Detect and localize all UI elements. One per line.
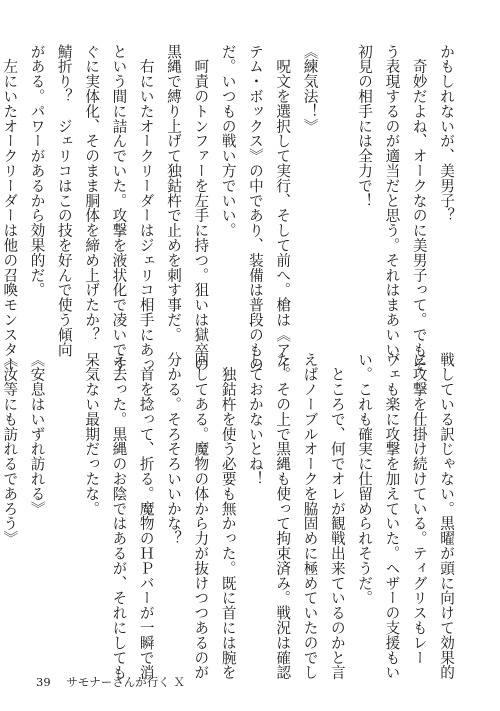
lower-text-line: 《汝等にも訪れるであろう》 (1, 352, 19, 546)
upper-text-line: がある。パワーがあるから効果的だ。 (28, 44, 46, 298)
lower-text-line: た。その上で黒縄も使って拘束済み。戦況は確認 (274, 352, 292, 680)
page-number: 39 (36, 675, 51, 689)
lower-text-line: 戦している訳じゃない。黒曜が頭に向けて効果的 (438, 352, 455, 680)
upper-text-line: ぐに実体化、そのまま胴体を締め上げたか？ (83, 44, 101, 342)
lower-text-line: 首を捻って、折る。魔物のＨＰバーが一瞬で消 (137, 352, 155, 680)
upper-text-line: う表現するのが適当だと思う。それはまあいい、 (383, 44, 401, 372)
upper-text-line: 左にいたオークリーダーは他の召喚モンスター (1, 44, 19, 372)
lower-text-line: 回してある。魔物の体から力が抜けつつあるのが (192, 352, 210, 680)
lower-text-line: 呆気ない最期だったな。 (83, 352, 101, 516)
upper-text-line: 黒縄で縛り上げて独鈷杵で止めを刺す事だ。 (165, 44, 183, 342)
upper-text-line (324, 44, 351, 334)
lower-text-line: に攻撃を仕掛け続けている。ティグリスもレー (410, 352, 428, 665)
upper-text-line: テム・ボックス》の中であり、装備は普段のもの (246, 44, 264, 372)
lower-text-block (1, 352, 460, 680)
upper-text-line: 初見の相手には全力で！ (356, 44, 374, 208)
lower-text-line: 《安息はいずれ訪れる》 (28, 352, 46, 516)
lower-text-line: 分かる。そろそろいいかな？ (165, 352, 183, 546)
upper-text-line: 右にいたオークリーダーはジェリコ相手にあっ (137, 44, 155, 372)
upper-text-block (1, 44, 460, 372)
lower-text-line: 独鈷杵を使う必要も無かった。既に首には腕を (219, 352, 237, 680)
upper-text-line: 《練気法！》 (301, 44, 319, 134)
upper-text-line: 呵責のトンファーを左手に持つ。狙いは獄卒の (192, 44, 210, 372)
lower-text-line (51, 352, 78, 662)
lower-text-line: ヴェも楽に攻撃を加えていた。ヘザーの支援もい (383, 352, 401, 680)
upper-text-line: かもしれないが、美男子？ (438, 44, 455, 223)
upper-text-line: 呪文を選択して実行、そして前へ。槍は《アイ (274, 44, 292, 372)
lower-text-line: い。これも確実に仕留められそうだ。 (356, 352, 374, 606)
lower-text-line: えばノーブルオークを脇固めに極めていたのでし (301, 352, 319, 680)
lower-text-line: しておかないとね！ (246, 352, 264, 487)
page-footer (36, 674, 185, 690)
lower-text-line: ところで、何でオレが観戦出来ているのかと言 (328, 352, 346, 680)
book-title: サモナーさんが行く Ｘ (66, 675, 185, 689)
upper-text-line: という間に詰んでいた。攻撃を液状化で凌いです (110, 44, 128, 372)
upper-text-line: 鯖折り？ ジェリコはこの技を好んで使う傾向 (55, 44, 73, 357)
upper-text-line: だ。いつもの戦い方でいい。 (219, 44, 237, 238)
lower-text-line: え去った。黒縄のお陰ではあるが、それにしても (110, 352, 128, 680)
upper-text-line: 奇妙だよね、オークなのに美男子って。でもそ (410, 44, 428, 372)
